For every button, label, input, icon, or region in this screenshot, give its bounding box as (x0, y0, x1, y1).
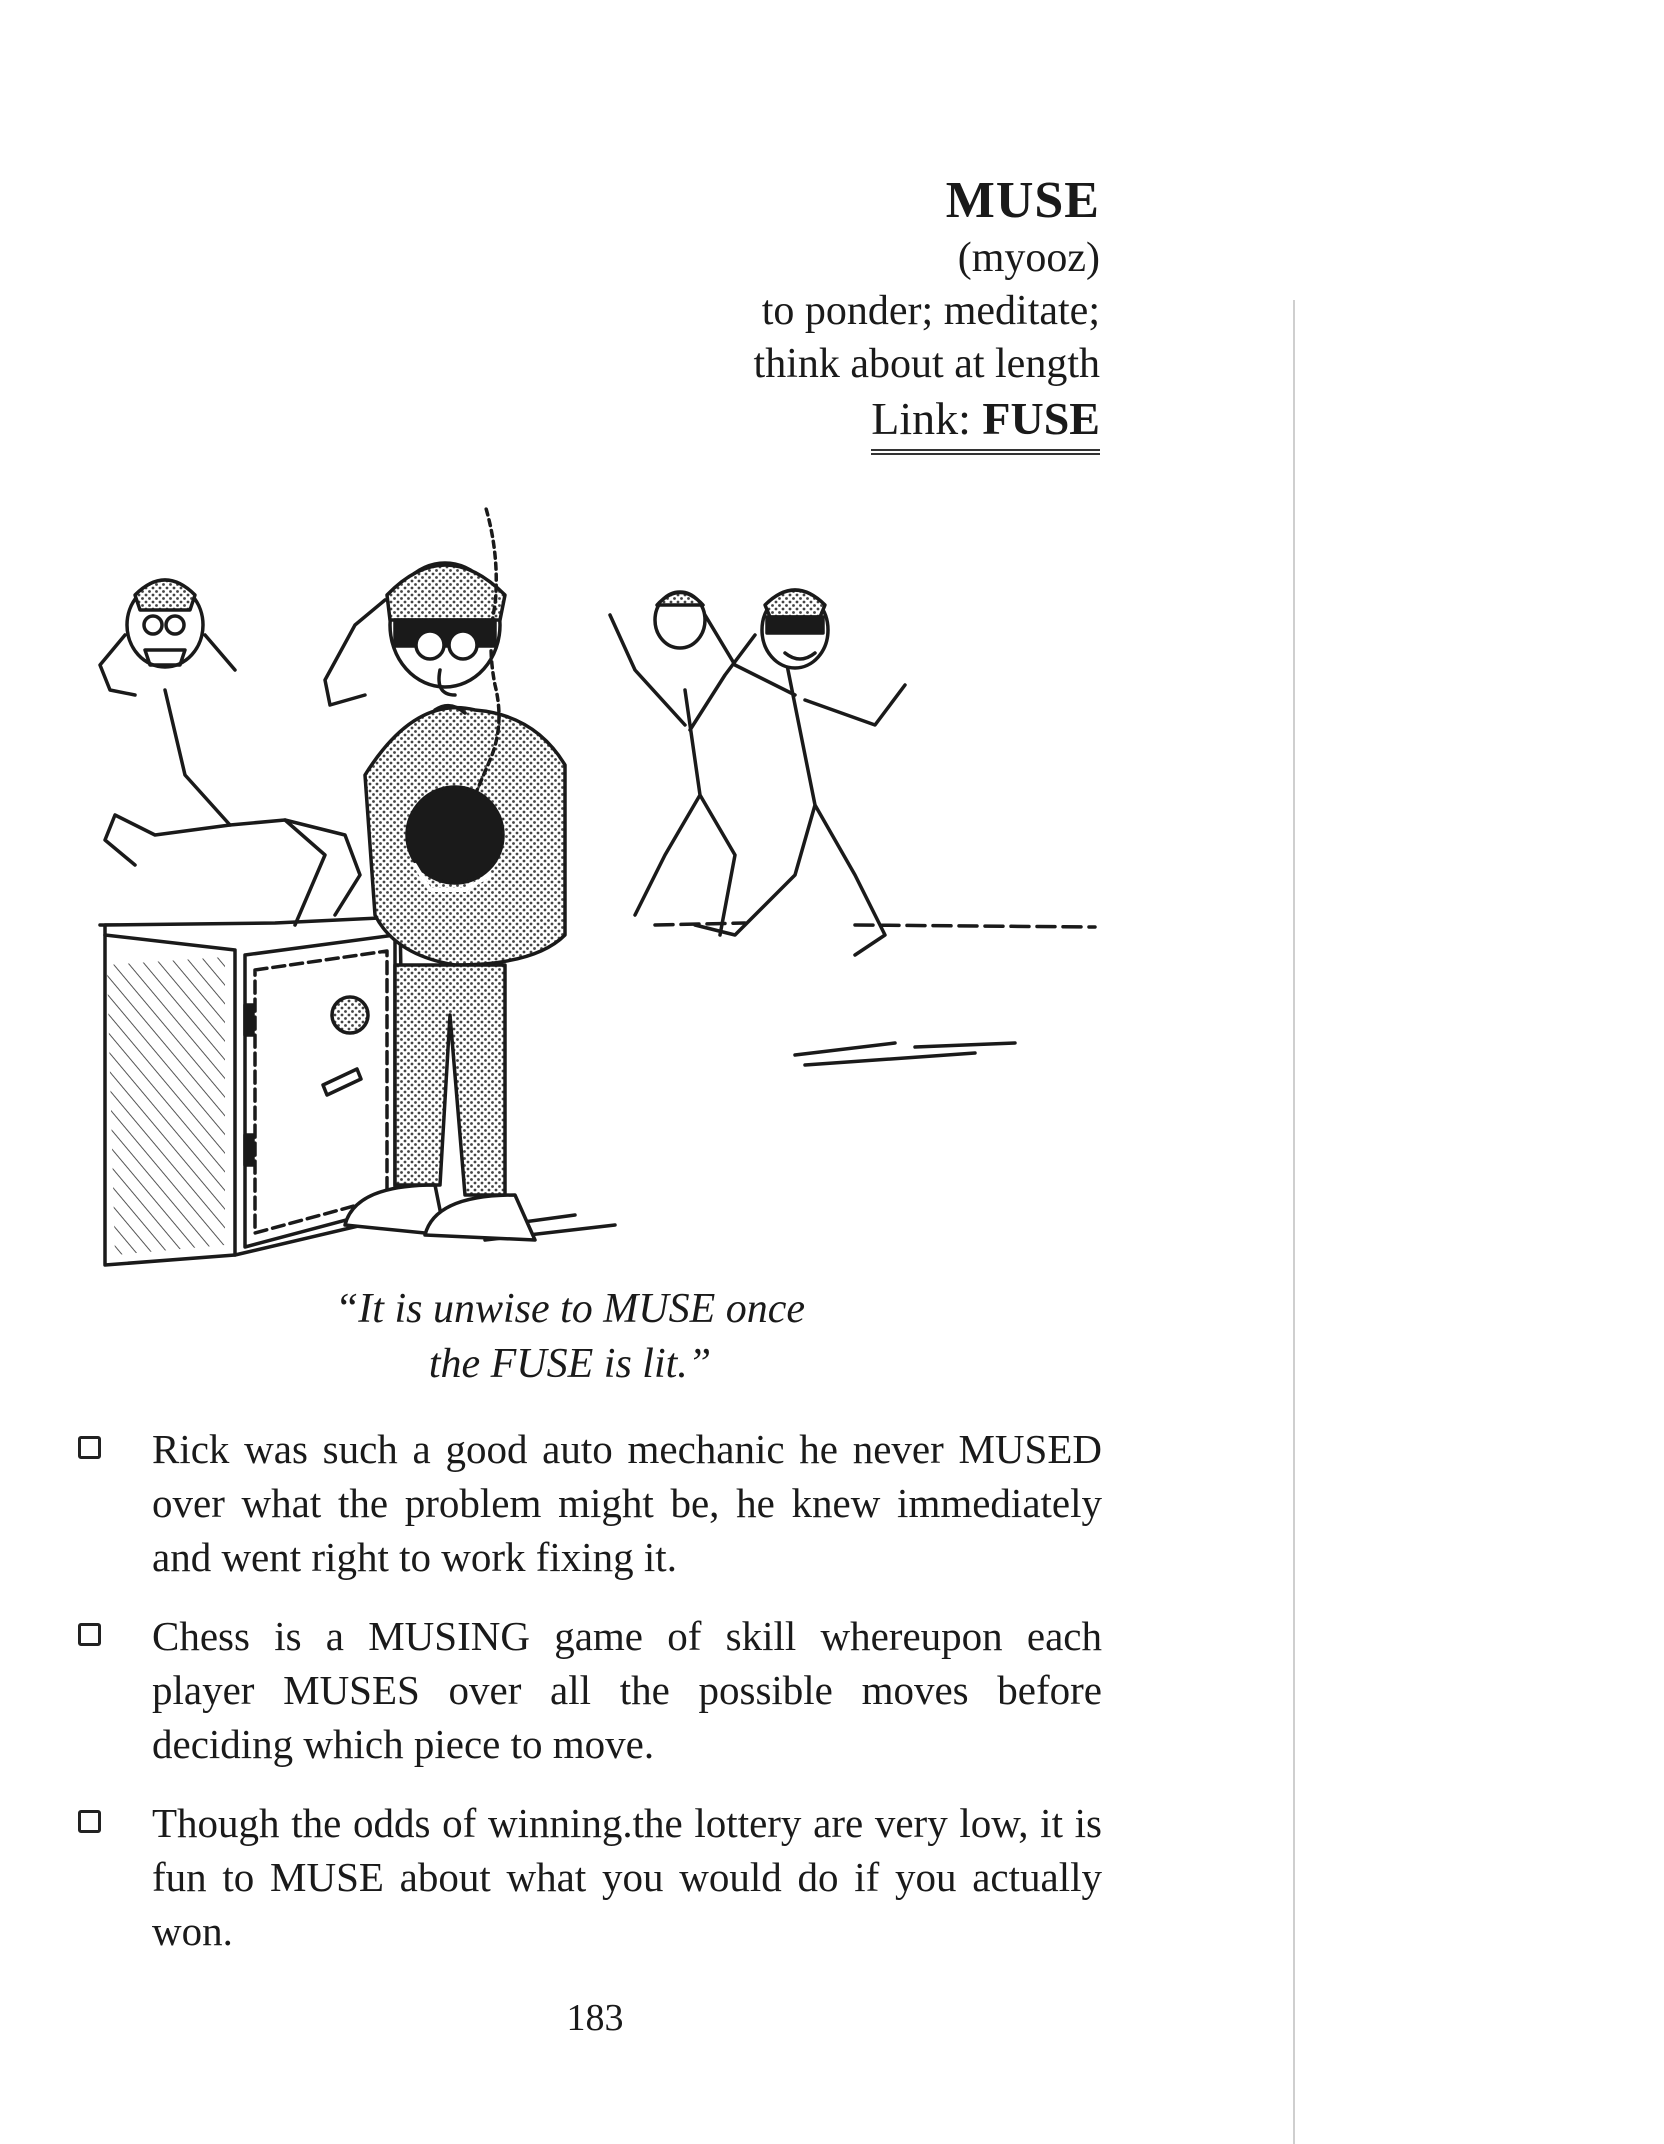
entry-pronunciation: (myooz) (957, 235, 1100, 281)
example-text: Rick was such a good auto mechanic he never MUSED over what the problem might be, he knew immediately and went right to work fixing it. (152, 1426, 1102, 1580)
example-text: Chess is a MUSING game of skill whereupon each player MUSES over all the possible moves before deciding which piece to move. (152, 1613, 1102, 1767)
checkbox-bullet-icon (78, 1436, 101, 1459)
link-label: Link: (871, 393, 971, 444)
page-gutter-line (1293, 300, 1295, 2144)
entry-link (871, 391, 1100, 455)
vocab-entry (754, 170, 1100, 455)
entry-word: MUSE (945, 172, 1100, 229)
cartoon-illustration (95, 495, 1105, 1270)
link-word: FUSE (982, 393, 1100, 444)
caption-line-1: “It is unwise to MUSE once (334, 1286, 806, 1332)
example-item (78, 1422, 1102, 1584)
checkbox-bullet-icon (78, 1623, 101, 1646)
entry-definition-line-1: to ponder; meditate; (761, 288, 1100, 334)
example-sentences (78, 1422, 1102, 1983)
example-item (78, 1609, 1102, 1771)
example-item (78, 1796, 1102, 1958)
example-text: Though the odds of winning.the lottery are very low, it is fun to MUSE about what you would do if you actually won. (152, 1800, 1102, 1954)
page-number: 183 (566, 1997, 624, 2039)
entry-definition-line-2: think about at length (753, 341, 1100, 387)
caption-line-2: the FUSE is lit.” (428, 1341, 712, 1387)
cartoon-caption (270, 1282, 870, 1392)
checkbox-bullet-icon (78, 1810, 101, 1833)
